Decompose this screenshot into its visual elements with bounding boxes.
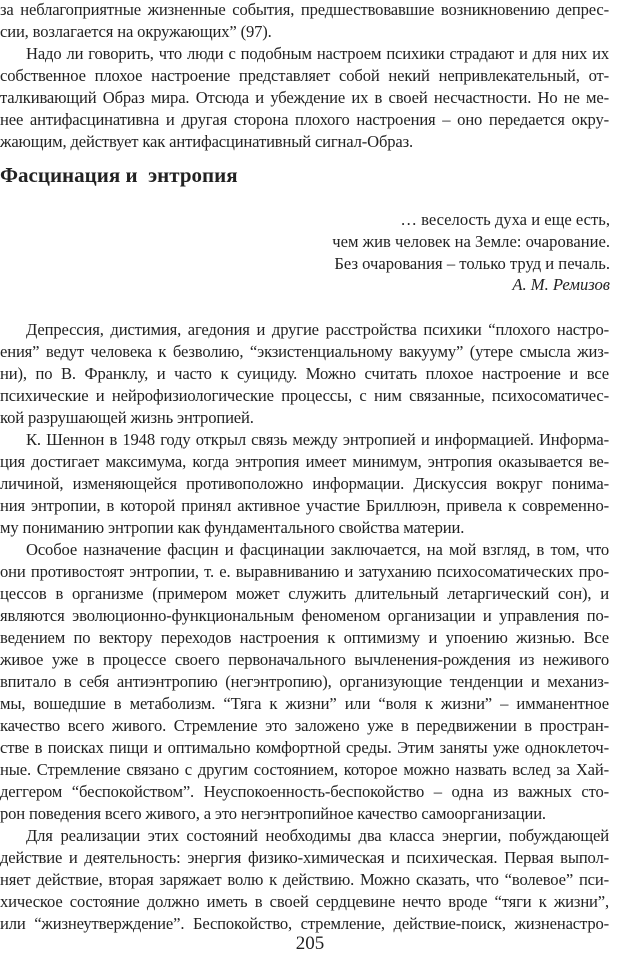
epigraph-line: Без очарования – только труд и печаль.: [334, 254, 610, 273]
text-line: ция достигает максимума, когда энтропия имеет минимум, энтропия оказывается ве-: [0, 452, 609, 471]
text-line: деггером “беспокойством”. Неуспокоенность-беспокойство – одна из важных сто-: [0, 782, 609, 801]
text-line: няет действие, вторая заряжает волю к действию. Можно сказать, что “волевое” пси-: [0, 870, 609, 889]
text-line: ные. Стремление связано с другим состоянием, которое можно назвать вслед за Хай-: [0, 760, 609, 779]
text-line: цессов в организме (примером может служить длительный летаргический сон), и: [0, 584, 609, 603]
epigraph-author: А. М. Ремизов: [512, 275, 610, 294]
text-line: впитало в себя антиэнтропию (негэнтропию), организующие тенденции и механиз-: [0, 672, 609, 691]
text-line: хическое состояние должно иметь в своей сердцевине нечто вроде “тяги к жизни”,: [0, 892, 609, 911]
text-line: талкивающий Образ мира. Отсюда и убеждение их в своей несчастности. Но не ме-: [0, 88, 609, 107]
text-line: сии, возлагается на окружающих” (97).: [0, 22, 272, 41]
text-line: К. Шеннон в 1948 году открыл связь между энтропией и информацией. Информа-: [26, 430, 609, 449]
text-line: Депрессия, дистимия, агедония и другие расстройства психики “плохого настро-: [26, 320, 609, 339]
text-line: Для реализации этих состояний необходимы два класса энергии, побуждающей: [26, 826, 609, 845]
text-line: ведением по вектору переходов настроения к оптимизму и упоению жизнью. Все: [0, 628, 609, 647]
text-line: личиной, изменяющейся противоположно информации. Дискуссия вокруг понима-: [0, 474, 609, 493]
text-line: являются эволюционно-функциональным феноменом организации и управления по-: [0, 606, 609, 625]
text-line: собственное плохое настроение представляет собой некий непривлекательный, от-: [0, 66, 609, 85]
text-line: или “жизнеутверждение”. Беспокойство, стремление, действие-поиск, жизненастро-: [0, 914, 609, 933]
text-line: кой разрушающей жизнь энтропией.: [0, 408, 254, 427]
text-line: ния энтропии, в которой принял активное участие Бриллюэн, привела к современно-: [0, 496, 609, 515]
text-line: Надо ли говорить, что люди с подобным настроем психики страдают и для них их: [26, 44, 609, 63]
text-line: му пониманию энтропии как фундаментального свойства материи.: [0, 518, 465, 537]
text-line: Особое назначение фасцин и фасцинации заключается, на мой взгляд, в том, что: [26, 540, 609, 559]
text-line: нее антифасцинативна и другая сторона плохого настроения – оно передается окру-: [0, 110, 609, 129]
text-line: психические и нейрофизиологические процессы, с ним связанные, психосоматичес-: [0, 386, 609, 405]
text-line: действие и деятельность: энергия физико-химическая и психическая. Первая выпол-: [0, 848, 609, 867]
epigraph-line: … веселость духа и еще есть,: [400, 210, 610, 229]
text-line: рон поведения всего живого, а это негэнтропийное качество самоорганизации.: [0, 804, 546, 823]
text-line: за неблагоприятные жизненные события, предшествовавшие возникновению депрес-: [0, 0, 609, 19]
text-line: качество всего живого. Стремление это заложено уже в передвижении в простран-: [0, 716, 609, 735]
text-line: ни), по В. Франклу, и часто к суициду. Можно считать плохое настроение и все: [0, 364, 609, 383]
text-line: стве в поисках пищи и оптимально комфортной среды. Этим заняты уже одноклеточ-: [0, 738, 609, 757]
text-line: живое уже в процессе своего первоначального вычленения-рождения из неживого: [0, 650, 609, 669]
section-heading: Фасцинация и энтропия: [0, 163, 238, 187]
text-line: ения” ведут человека к безволию, “экзистенциальному вакууму” (утере смысла жиз-: [0, 342, 609, 361]
text-line: мы, вошедшие в метаболизм. “Тяга к жизни” или “воля к жизни” – имманентное: [0, 694, 609, 713]
epigraph-line: чем жив человек на Земле: очарование.: [332, 232, 610, 251]
page-number: 205: [295, 933, 325, 954]
text-line: они противостоят энтропии, т. е. выравниванию и затуханию психосоматических про-: [0, 562, 609, 581]
text-line: жающим, действует как антифасцинативный сигнал-Образ.: [0, 132, 414, 151]
